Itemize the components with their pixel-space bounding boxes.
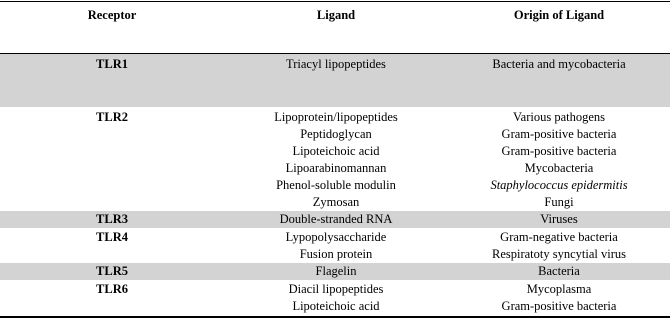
origin-line: Gram-negative bacteria <box>500 230 618 244</box>
ligand-line: Phenol-soluble modulin <box>276 178 396 192</box>
origin-line: Bacteria <box>538 264 580 278</box>
header-origin-of-ligand: Origin of Ligand <box>513 8 605 22</box>
origin-line: Gram-positive bacteria <box>501 127 617 141</box>
origin-line: Respiratoty syncytial virus <box>491 247 626 261</box>
receptor-cell: TLR3 <box>96 212 128 226</box>
header-receptor: Receptor <box>87 8 137 22</box>
ligand-line: Lipoteichoic acid <box>292 299 380 313</box>
ligand-cell <box>224 56 448 73</box>
ligand-line: Zymosan <box>312 195 360 209</box>
origin-line: Mycobacteria <box>524 161 594 175</box>
ligand-cell <box>224 281 448 315</box>
table-row-tlr3 <box>0 211 670 228</box>
ligand-line: Lipoarabinomannan <box>285 161 387 175</box>
origin-cell <box>448 211 670 228</box>
origin-cell <box>448 263 670 280</box>
top-rule <box>0 1 670 2</box>
origin-cell <box>448 229 670 263</box>
origin-line: Various pathogens <box>513 110 605 124</box>
ligand-line: Diacil lipopeptides <box>288 282 384 296</box>
ligand-cell <box>224 229 448 263</box>
table-row-tlr4 <box>0 228 670 263</box>
ligand-cell <box>224 211 448 228</box>
ligand-line: Lypopolysaccharide <box>285 230 387 244</box>
table-row-tlr1 <box>0 54 670 107</box>
ligand-line: Lipoprotein/lipopeptides <box>274 110 398 124</box>
origin-cell <box>448 281 670 315</box>
ligand-line: Triacyl lipopeptides <box>286 57 386 71</box>
origin-line: Bacteria and mycobacteria <box>492 57 626 71</box>
receptor-cell: TLR5 <box>96 264 128 278</box>
origin-cell <box>448 56 670 73</box>
ligand-line: Double-stranded RNA <box>279 212 393 226</box>
receptor-cell: TLR4 <box>96 230 128 244</box>
ligand-line: Lipoteichoic acid <box>292 144 380 158</box>
origin-line: Staphylococcus epidermitis <box>490 178 628 192</box>
ligand-cell <box>224 263 448 280</box>
origin-cell <box>448 109 670 211</box>
table-header-row <box>0 3 670 53</box>
header-ligand: Ligand <box>316 8 356 22</box>
bottom-rule <box>0 316 670 318</box>
origin-line: Mycoplasma <box>526 282 592 296</box>
table-row-tlr5 <box>0 263 670 280</box>
table-row-tlr2 <box>0 107 670 211</box>
receptor-cell: TLR2 <box>96 110 128 124</box>
origin-line: Viruses <box>540 212 578 226</box>
origin-line: Gram-positive bacteria <box>501 144 617 158</box>
table-row-tlr6 <box>0 280 670 316</box>
ligand-line: Flagelin <box>315 264 357 278</box>
receptor-cell: TLR1 <box>96 57 128 71</box>
ligand-cell <box>224 109 448 211</box>
ligand-line: Fusion protein <box>299 247 373 261</box>
ligand-line: Peptidoglycan <box>300 127 372 141</box>
receptor-cell: TLR6 <box>96 282 128 296</box>
origin-line: Gram-positive bacteria <box>501 299 617 313</box>
origin-line: Fungi <box>544 195 574 209</box>
